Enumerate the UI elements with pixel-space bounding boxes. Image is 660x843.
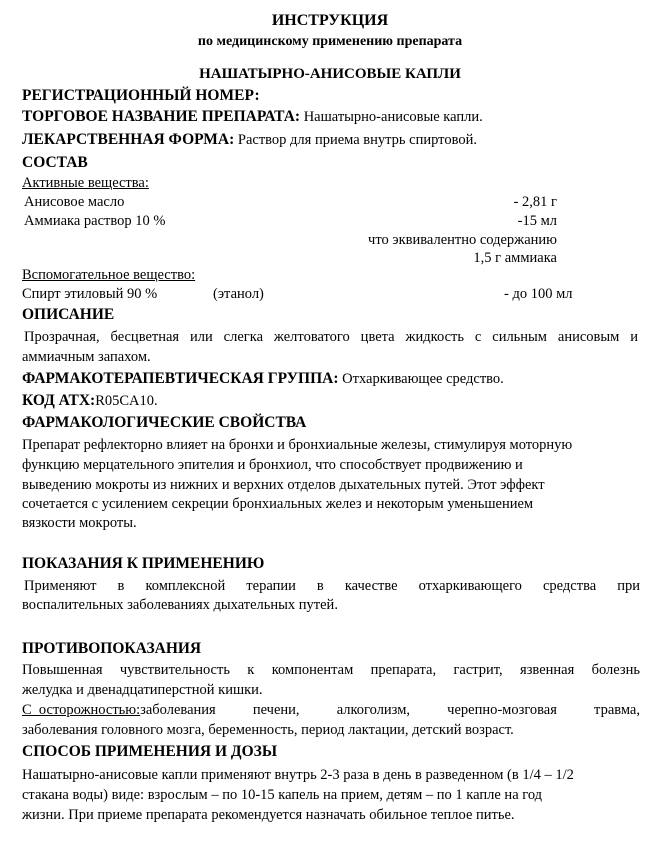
- doc-title: ИНСТРУКЦИЯ: [271, 12, 389, 29]
- anise-oil-name: Анисовое масло: [24, 194, 125, 210]
- composition-heading: СОСТАВ: [22, 154, 88, 171]
- pharm-group-label: ФАРМАКОТЕРАПЕВТИЧЕСКАЯ ГРУППА:: [22, 370, 339, 387]
- caution-row: [22, 701, 640, 719]
- ethanol-name: Спирт этиловый 90 %: [22, 286, 158, 302]
- ammonia-solution-name: Аммиака раствор 10 %: [24, 213, 166, 229]
- dosage-heading: СПОСОБ ПРИМЕНЕНИЯ И ДОЗЫ: [22, 743, 278, 760]
- excipient-label: Вспомогательное вещество:: [22, 267, 196, 283]
- indications-line-2: воспалительных заболеваниях дыхательных путей.: [22, 597, 338, 613]
- caution-label: С осторожностью:: [22, 702, 141, 718]
- properties-line-2: функцию мерцательного эпителия и бронхиол, что способствует продвижению и: [22, 457, 523, 473]
- caution-line-2: заболевания головного мозга, беременность, период лактации, детский возраст.: [22, 722, 514, 738]
- description-line-1: Прозрачная, бесцветная или слегка желтоватого цвета жидкость с сильным анисовым и: [24, 329, 638, 345]
- doc-subtitle: по медицинскому применению препарата: [197, 34, 463, 49]
- ammonia-solution-amount: -15 мл: [517, 213, 557, 229]
- registration-number-label: РЕГИСТРАЦИОННЫЙ НОМЕР:: [22, 87, 260, 104]
- properties-line-3: выведению мокроты из нижних и верхних отделов дыхательных путей. Этот эффект: [22, 477, 545, 493]
- dosage-form-row: [22, 131, 477, 149]
- pharm-group-row: [22, 370, 504, 388]
- active-substances-label: Активные вещества:: [22, 175, 149, 191]
- trade-name-value: Нашатырно-анисовые капли.: [300, 109, 483, 125]
- equivalent-line-1: что эквивалентно содержанию: [368, 232, 557, 248]
- contraindications-line-2: желудка и двенадцатиперстной кишки.: [22, 682, 263, 698]
- atx-label: КОД АТХ:: [22, 392, 96, 409]
- anise-oil-amount: - 2,81 г: [513, 194, 557, 210]
- trade-name-row: [22, 108, 483, 126]
- dosage-form-label: ЛЕКАРСТВЕННАЯ ФОРМА:: [22, 131, 235, 148]
- ethanol-note: (этанол): [213, 286, 264, 302]
- properties-heading: ФАРМАКОЛОГИЧЕСКИЕ СВОЙСТВА: [22, 414, 307, 431]
- properties-line-1: Препарат рефлекторно влияет на бронхи и бронхиальные железы, стимулируя моторную: [22, 437, 573, 453]
- contraindications-line-1: Повышенная чувствительность к компонентам препарата, гастрит, язвенная болезнь: [22, 662, 640, 678]
- dosage-line-1: Нашатырно-анисовые капли применяют внутрь 2-3 раза в день в разведенном (в 1/4 – 1/2: [22, 767, 574, 783]
- indications-line-1: Применяют в комплексной терапии в качестве отхаркивающего средства при: [24, 578, 640, 594]
- properties-line-5: вязкости мокроты.: [22, 515, 137, 531]
- drug-name: НАШАТЫРНО-АНИСОВЫЕ КАПЛИ: [199, 66, 461, 82]
- caution-line-1: заболевания печени, алкоголизм, черепно-мозговая травма,: [140, 702, 640, 718]
- contraindications-heading: ПРОТИВОПОКАЗАНИЯ: [22, 640, 202, 657]
- dosage-form-value: Раствор для приема внутрь спиртовой.: [234, 132, 477, 148]
- equivalent-line-2: 1,5 г аммиака: [473, 250, 557, 266]
- properties-line-4: сочетается с усилением секреции бронхиальных желез и некоторым уменьшением: [22, 496, 534, 512]
- atx-value: R05CA10.: [95, 393, 158, 409]
- atx-row: [22, 392, 158, 410]
- dosage-line-2: стакана воды) виде: взрослым – по 10-15 капель на прием, детям – по 1 капле на год: [22, 787, 543, 803]
- ethanol-amount: - до 100 мл: [504, 286, 573, 302]
- trade-name-label: ТОРГОВОЕ НАЗВАНИЕ ПРЕПАРАТА:: [22, 108, 301, 125]
- description-heading: ОПИСАНИЕ: [22, 306, 115, 323]
- pharm-group-value: Отхаркивающее средство.: [338, 371, 504, 387]
- dosage-line-3: жизни. При приеме препарата рекомендуется назначать обильное теплое питье.: [22, 807, 515, 823]
- description-line-2: аммиачным запахом.: [22, 349, 151, 365]
- indications-heading: ПОКАЗАНИЯ К ПРИМЕНЕНИЮ: [22, 555, 265, 572]
